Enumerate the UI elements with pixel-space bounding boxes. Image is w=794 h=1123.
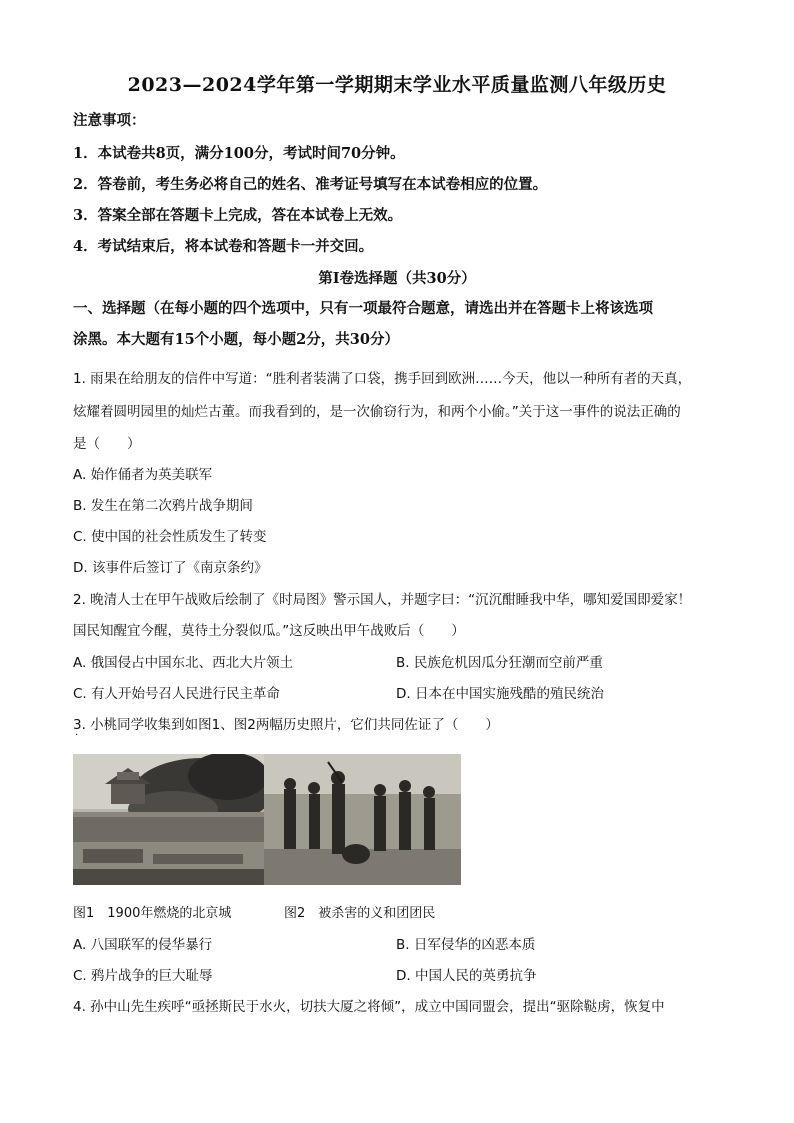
q1-option-b[interactable]: B. 发生在第二次鸦片战争期间 <box>73 498 253 514</box>
q1-option-a[interactable]: A. 始作俑者为英美联军 <box>73 467 213 483</box>
note-item-2: 2．答卷前，考生务必将自己的姓名、准考证号填写在本试卷相应的位置。 <box>73 176 548 193</box>
section-title: 第Ⅰ卷选择题（共30分） <box>318 270 476 287</box>
photo-burning-beijing <box>73 754 264 885</box>
q2-option-b[interactable]: B. 民族危机因瓜分狂潮而空前严重 <box>396 655 603 671</box>
section-instruction-1: 一、选择题（在每小题的四个选项中，只有一项最符合题意，请选出并在答题卡上将该选项 <box>73 300 653 317</box>
q3-option-b[interactable]: B. 日军侵华的凶恶本质 <box>396 937 536 953</box>
q3-option-a[interactable]: A. 八国联军的侵华暴行 <box>73 937 213 953</box>
note-item-4: 4．考试结束后，将本试卷和答题卡一并交回。 <box>73 238 374 255</box>
q2-option-a[interactable]: A. 俄国侵占中国东北、西北大片领土 <box>73 655 294 671</box>
note-item-1: 1．本试卷共8页，满分100分，考试时间70分钟。 <box>73 145 405 162</box>
q1-option-d[interactable]: D. 该事件后签订了《南京条约》 <box>73 560 268 576</box>
q3-option-c[interactable]: C. 鸦片战争的巨大耻辱 <box>73 968 213 984</box>
q1-stem-line1: 1. 雨果在给朋友的信件中写道：“胜利者装满了口袋，携手回到欧洲……今天，他以一种所有者的天真， <box>73 371 692 387</box>
stray-mark: · <box>75 730 79 741</box>
exam-title: 2023—2024学年第一学期期末学业水平质量监测八年级历史 <box>127 74 667 96</box>
q1-option-c[interactable]: C. 使中国的社会性质发生了转变 <box>73 529 267 545</box>
q3-stem-line1: 3. 小桃同学收集到如图1、图2两幅历史照片，它们共同佐证了（ ） <box>73 717 499 733</box>
section-instruction-2: 涂黑。本大题有15个小题，每小题2分，共30分） <box>73 331 399 348</box>
photo-boxers-executed <box>264 754 461 885</box>
q1-stem-line3: 是（ ） <box>73 436 141 452</box>
figure2-caption: 图2 被杀害的义和团团民 <box>284 906 436 921</box>
q2-stem-line2: 国民知醒宜今醒，莫待土分裂似瓜。”这反映出甲午战败后（ ） <box>73 623 465 639</box>
execution-image <box>264 754 461 885</box>
figure1-caption: 图1 1900年燃烧的北京城 <box>73 906 232 921</box>
q3-option-d[interactable]: D. 中国人民的英勇抗争 <box>396 968 537 984</box>
q1-stem-line2: 炫耀着圆明园里的灿烂古董。而我看到的，是一次偷窃行为，和两个小偷。”关于这一事件的说法正确的 <box>73 404 681 420</box>
q4-stem-line1: 4. 孙中山先生疾呼“亟拯斯民于水火，切扶大厦之将倾”，成立中国同盟会，提出“驱除鞑虏，恢复中 <box>73 999 665 1015</box>
q2-option-d[interactable]: D. 日本在中国实施残酷的殖民统治 <box>396 686 604 702</box>
note-item-3: 3．答案全部在答题卡上完成，答在本试卷上无效。 <box>73 207 403 224</box>
q2-stem-line1: 2. 晚清人士在甲午战败后绘制了《时局图》警示国人，并题字曰：“沉沉酣睡我中华，哪知爱国即爱家！ <box>73 592 692 608</box>
burning-city-image <box>73 754 264 885</box>
q2-option-c[interactable]: C. 有人开始号召人民进行民主革命 <box>73 686 281 702</box>
notes-heading: 注意事项： <box>73 112 146 129</box>
